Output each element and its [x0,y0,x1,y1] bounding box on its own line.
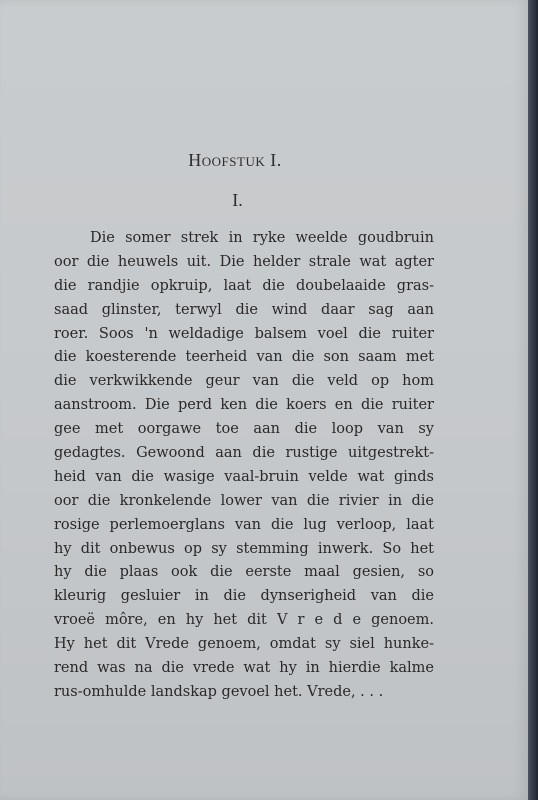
text-line: Die somer strek in ryke weelde goudbruin [90,230,434,246]
text-line: saad glinster, terwyl die wind daar sag aan [54,301,434,318]
text-line: oor die heuwels uit. Die helder strale wat agter [54,253,434,270]
text-line: die verkwikkende geur van die veld op hom [54,373,434,390]
text-line: oor die kronkelende lower van die rivier in die [54,492,434,509]
text-line: aanstroom. Die perd ken die koers en die ruiter [54,397,434,414]
text-line: gedagtes. Gewoond aan die rustige uitgestrekt- [54,445,434,462]
chapter-heading: Hoofstuk I. [188,150,282,170]
text-line: heid van die wasige vaal-bruin velde wat ginds [54,468,434,485]
text-line: hy dit onbewus op sy stemming inwerk. So het [54,540,434,557]
text-line: rosige perlemoerglans van die lug verloop, laat [54,516,434,533]
text-line: die randjie opkruip, laat die doubelaaide gras- [54,277,434,294]
text-line: die koesterende teerheid van die son saam met [54,349,434,366]
text-line: Hy het dit Vrede genoem, omdat sy siel hunke- [54,636,434,653]
page-edge [528,0,538,800]
text-line: vroeë môre, en hy het dit V r e d e genoem. [54,612,434,629]
text-line: rend was na die vrede wat hy in hierdie kalme [54,660,434,677]
body-paragraph [54,227,434,705]
text-line: rus-omhulde landskap gevoel het. Vrede, . . . [54,683,384,700]
text-line: roer. Soos 'n weldadige balsem voel die ruiter [54,325,434,342]
text-line: kleurig gesluier in die dynserigheid van die [54,588,434,605]
text-line: hy die plaas ook die eerste maal gesien, so [54,564,434,581]
section-number: I. [232,190,243,210]
text-line: gee met oorgawe toe aan die loop van sy [54,421,434,438]
